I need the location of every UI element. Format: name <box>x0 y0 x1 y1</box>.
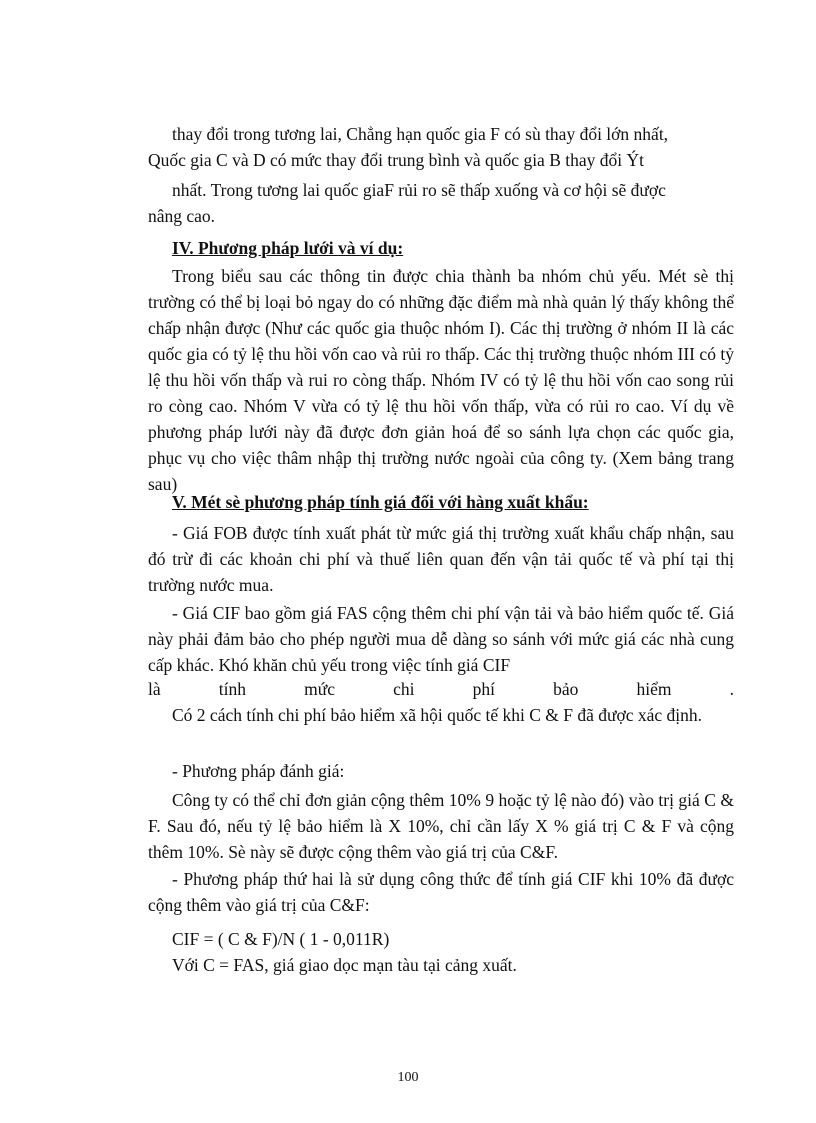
section-5-heading: V. Mét sè phương pháp tính giá đối với hàng xuất khẩu: <box>172 492 589 512</box>
insurance-intro: Có 2 cách tính chi phí bảo hiểm xã hội quốc tế khi C & F đã được xác định. <box>172 705 703 725</box>
body-line-3: nhất. Trong tương lai quốc giaF rủi ro sẽ thấp xuống và cơ hội sẽ được <box>172 180 666 200</box>
bullet-fob: - Giá FOB được tính xuất phát từ mức giá thị trường xuất khẩu chấp nhận, sau đó trừ đi các khoản chi phí và thuế liên quan đến vận tải quốc tế và phí tại thị trường nước mua. <box>148 523 734 595</box>
section-4-paragraph: Trong biểu sau các thông tin được chia thành ba nhóm chủ yếu. Mét sè thị trường có thể bị loại bỏ ngay do có những đặc điểm mà nhà quản lý thấy không thể chấp nhận được (Như các quốc gia thuộc nhóm I). Các thị trường ở nhóm II là các quốc gia có tỷ lệ thu hồi vốn cao và rủi ro thấp. Các thị trường thuộc nhóm III có tỷ lệ thu hồi vốn thấp và rui ro còng thấp. Nhóm IV có tỷ lệ thu hồi vốn cao song rủi ro còng cao. Nhóm V vừa có tỷ lệ thu hồi vốn thấp, vừa có rủi ro cao. Ví dụ về phương pháp lưới này đã được đơn giản hoá để so sánh lựa chọn các quốc gia, phục vụ cho việc thâm nhập thị trường nước ngoài của công ty. (Xem bảng trang sau) <box>148 266 734 494</box>
bullet-cif: - Giá CIF bao gồm giá FAS cộng thêm chi phí vận tải và bảo hiểm quốc tế. Giá này phải đảm bảo cho phép người mua dễ dàng so sánh với mức giá các nhà cung cấp khác. Khó khăn chủ yếu trong việc tính giá CIF <box>148 603 734 675</box>
page-number: 100 <box>397 1070 419 1085</box>
section-4-heading: IV. Phương pháp lưới và ví dụ: <box>172 238 404 258</box>
cif-formula: CIF = ( C & F)/N ( 1 - 0,011R) <box>172 929 390 949</box>
formula-note: Với C = FAS, giá giao dọc mạn tàu tại cảng xuất. <box>172 955 517 975</box>
body-line-2: Quốc gia C và D có mức thay đổi trung bình và quốc gia B thay đổi Ýt <box>148 150 644 170</box>
body-line-4: nâng cao. <box>148 206 216 226</box>
bullet-method-2: - Phương pháp thứ hai là sử dụng công thức để tính giá CIF khi 10% đã được cộng thêm vào giá trị của C&F: <box>148 869 734 915</box>
bullet-method-1: - Phương pháp đánh giá: <box>172 761 345 781</box>
method-1-paragraph: Công ty có thể chỉ đơn giản cộng thêm 10% 9 hoặc tỷ lệ nào đó) vào trị giá C & F. Sau đó, nếu tỷ lệ bảo hiểm là X 10%, chỉ cần lấy X % giá trị C & F và cộng thêm 10%. Sè này sẽ được cộng thêm vào giá trị của C&F. <box>148 790 734 862</box>
bullet-cif-last-line: là tính mức chi phí bảo hiểm . <box>148 679 734 699</box>
body-line-1: thay đổi trong tương lai, Chẳng hạn quốc gia F có sù thay đổi lớn nhất, <box>172 124 669 144</box>
